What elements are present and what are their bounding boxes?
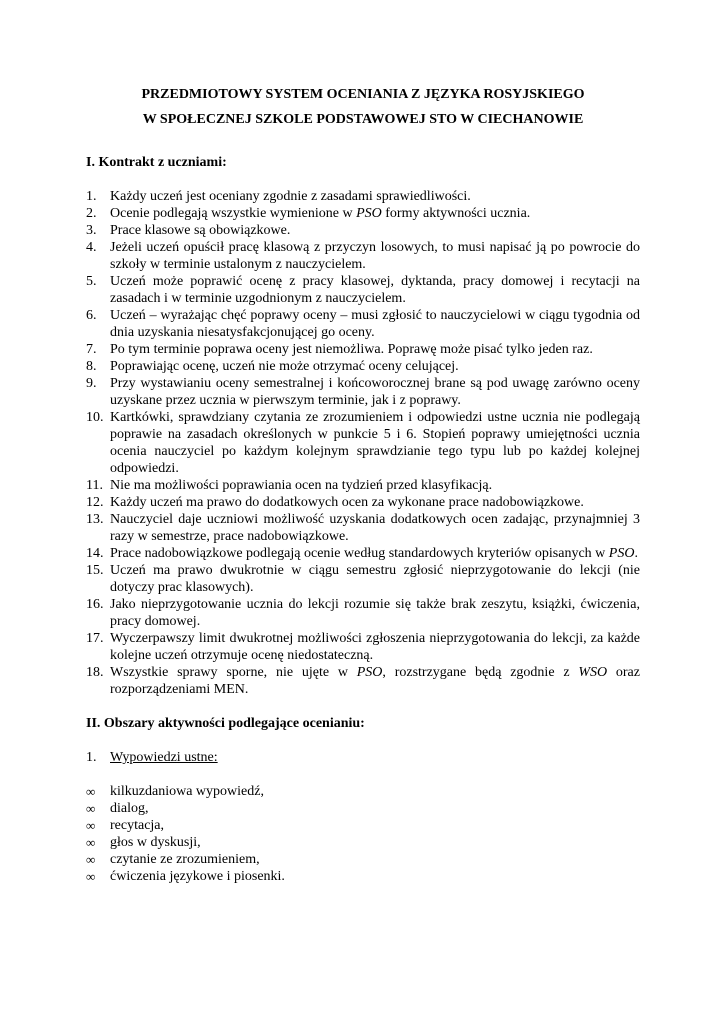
- list-item: [86, 834, 640, 851]
- list-item: [86, 222, 640, 239]
- list-item: [86, 511, 640, 545]
- list-item-number: 16.: [86, 597, 104, 612]
- list-item: [86, 477, 640, 494]
- subsection-label: Wypowiedzi ustne:: [110, 750, 218, 765]
- list-item-number: 9.: [86, 376, 97, 391]
- list-item-text: recytacja,: [110, 818, 165, 833]
- document-title: [86, 86, 640, 128]
- oral-activities-list: [86, 783, 640, 885]
- list-item-number: 7.: [86, 342, 97, 357]
- infinity-bullet-icon: ∞: [86, 801, 96, 816]
- list-item: [86, 188, 640, 205]
- list-item: [86, 851, 640, 868]
- list-item: [86, 375, 640, 409]
- list-item-text: Wszystkie sprawy sporne, nie ujęte w PSO, rozstrzygane będą zgodnie z WSO oraz rozporządzeniami MEN.: [110, 665, 640, 697]
- list-item-number: 17.: [86, 631, 104, 646]
- list-item: [86, 273, 640, 307]
- infinity-bullet-icon: ∞: [86, 869, 96, 884]
- list-item-text: Jako nieprzygotowanie ucznia do lekcji rozumie się także brak zeszytu, książki, ćwiczenia, pracy domowej.: [110, 597, 640, 629]
- list-item-text: Prace klasowe są obowiązkowe.: [110, 223, 291, 238]
- infinity-bullet-icon: ∞: [86, 818, 96, 833]
- list-item: [86, 783, 640, 800]
- list-item-text: czytanie ze zrozumieniem,: [110, 852, 260, 867]
- title-line-2: W SPOŁECZNEJ SZKOLE PODSTAWOWEJ STO W CIECHANOWIE: [142, 112, 584, 127]
- subsection-oral-heading: [86, 749, 640, 766]
- list-item-number: 12.: [86, 495, 104, 510]
- list-item: [86, 409, 640, 477]
- list-item-text: Poprawiając ocenę, uczeń nie może otrzymać oceny celującej.: [110, 359, 459, 374]
- list-item: [86, 494, 640, 511]
- list-item: [86, 817, 640, 834]
- section-2-heading: II. Obszary aktywności podlegające ocenianiu:: [86, 716, 365, 731]
- list-item-text: Jeżeli uczeń opuścił pracę klasową z przyczyn losowych, to musi napisać ją po powrocie do szkoły w terminie ustalonym z nauczycielem.: [110, 240, 640, 272]
- list-item: [86, 596, 640, 630]
- list-item-text: Nie ma możliwości poprawiania ocen na tydzień przed klasyfikacją.: [110, 478, 493, 493]
- list-item: [86, 868, 640, 885]
- list-item-text: Po tym terminie poprawa oceny jest niemożliwa. Poprawę może pisać tylko jeden raz.: [110, 342, 593, 357]
- infinity-bullet-icon: ∞: [86, 835, 96, 850]
- list-item-text: Wyczerpawszy limit dwukrotnej możliwości zgłoszenia nieprzygotowania do lekcji, za każde kolejne uczeń otrzymuje ocenę niedostateczną.: [110, 631, 640, 663]
- list-item-text: Ocenie podlegają wszystkie wymienione w PSO formy aktywności ucznia.: [110, 206, 531, 221]
- list-item: [86, 307, 640, 341]
- list-item-text: Uczeń może poprawić ocenę z pracy klasowej, dyktanda, pracy domowej i recytacji na zasadach i w terminie uzgodnionym z nauczycielem.: [110, 274, 640, 306]
- list-item-number: 3.: [86, 223, 97, 238]
- list-item-text: Przy wystawianiu oceny semestralnej i końcoworocznej brane są pod uwagę zarówno oceny uzyskane przez ucznia w pierwszym terminie, jak i z poprawy.: [110, 376, 640, 408]
- list-item-number: 15.: [86, 563, 104, 578]
- infinity-bullet-icon: ∞: [86, 784, 96, 799]
- list-item: [86, 800, 640, 817]
- list-item-number: 18.: [86, 665, 104, 680]
- list-item: [86, 358, 640, 375]
- list-item: [86, 630, 640, 664]
- list-item-text: kilkuzdaniowa wypowiedź,: [110, 784, 264, 799]
- list-item-text: Uczeń – wyrażając chęć poprawy oceny – musi zgłosić to nauczycielowi w ciągu tygodnia od dnia uzyskania niesatysfakcjonującej go oceny.: [110, 308, 640, 340]
- list-item-text: Prace nadobowiązkowe podlegają ocenie według standardowych kryteriów opisanych w PSO.: [110, 546, 638, 561]
- list-item-number: 2.: [86, 206, 97, 221]
- list-item-text: Uczeń ma prawo dwukrotnie w ciągu semestru zgłosić nieprzygotowanie do lekcji (nie dotyczy prac klasowych).: [110, 563, 640, 595]
- list-item-number: 11.: [86, 478, 103, 493]
- list-item-number: 4.: [86, 240, 97, 255]
- list-item-number: 1.: [86, 189, 97, 204]
- list-item: [86, 664, 640, 698]
- contract-rules-list: [86, 188, 640, 698]
- subsection-number: 1.: [86, 750, 97, 765]
- list-item-text: Każdy uczeń ma prawo do dodatkowych ocen za wykonane prace nadobowiązkowe.: [110, 495, 584, 510]
- list-item-text: dialog,: [110, 801, 149, 816]
- list-item-number: 8.: [86, 359, 97, 374]
- list-item: [86, 205, 640, 222]
- list-item-number: 6.: [86, 308, 97, 323]
- section-1-heading: I. Kontrakt z uczniami:: [86, 155, 227, 170]
- list-item-text: Kartkówki, sprawdziany czytania ze zrozumieniem i odpowiedzi ustne ucznia nie podlegają poprawie na zasadach określonych w punkcie 5 i 6. Stopień poprawy umiejętności ucznia ocenia nauczyciel po każdym kolejnym sprawdzianie tego typu lub po każdej kolejnej odpowiedzi.: [110, 410, 640, 476]
- list-item-text: głos w dyskusji,: [110, 835, 201, 850]
- list-item: [86, 239, 640, 273]
- list-item-number: 10.: [86, 410, 104, 425]
- list-item-text: Nauczyciel daje uczniowi możliwość uzyskania dodatkowych ocen zadając, przynajmniej 3 razy w semestrze, prace nadobowiązkowe.: [110, 512, 640, 544]
- list-item-number: 14.: [86, 546, 104, 561]
- list-item-number: 5.: [86, 274, 97, 289]
- list-item-text: ćwiczenia językowe i piosenki.: [110, 869, 285, 884]
- list-item-text: Każdy uczeń jest oceniany zgodnie z zasadami sprawiedliwości.: [110, 189, 471, 204]
- list-item: [86, 562, 640, 596]
- title-line-1: PRZEDMIOTOWY SYSTEM OCENIANIA Z JĘZYKA ROSYJSKIEGO: [141, 87, 585, 102]
- list-item: [86, 341, 640, 358]
- list-item-number: 13.: [86, 512, 104, 527]
- infinity-bullet-icon: ∞: [86, 852, 96, 867]
- list-item: [86, 545, 640, 562]
